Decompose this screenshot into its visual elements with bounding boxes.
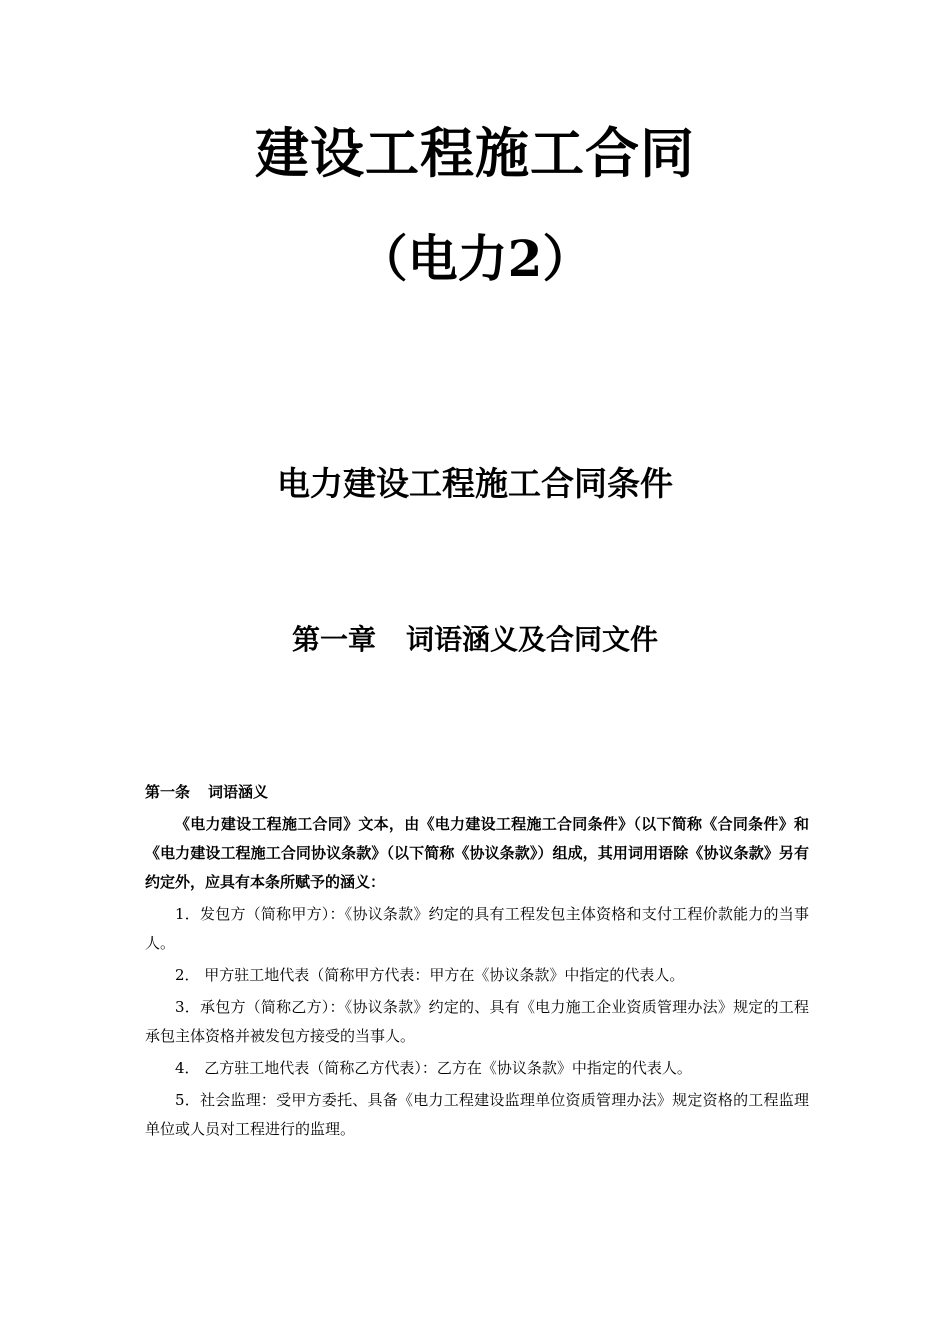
definition-item-1: 1．发包方（简称甲方）：《协议条款》约定的具有工程发包主体资格和支付工程价款能力的当事人。 (145, 905, 809, 952)
document-title: 建设工程施工合同 (255, 121, 695, 185)
conditions-title: 电力建设工程施工合同条件 (277, 464, 673, 503)
article-heading (145, 778, 809, 807)
definition-item-4: 4． 乙方驻工地代表（简称乙方代表）：乙方在《协议条款》中指定的代表人。 (175, 1059, 692, 1077)
definition-item-2: 2． 甲方驻工地代表（简称甲方代表：甲方在《协议条款》中指定的代表人。 (175, 966, 685, 984)
chapter-name: 词语涵义及合同文件 (406, 623, 659, 656)
definition-item-5: 5．社会监理：受甲方委托、具备《电力工程建设监理单位资质管理办法》规定资格的工程监理单位或人员对工程进行的监理。 (145, 1091, 809, 1138)
definition-item-3: 3．承包方（简称乙方）：《协议条款》约定的、具有《电力施工企业资质管理办法》规定的工程承包主体资格并被发包方接受的当事人。 (145, 998, 809, 1045)
article-number: 第一条 (145, 783, 191, 801)
chapter-heading (0, 620, 950, 660)
intro-paragraph: 《电力建设工程施工合同》文本，由《电力建设工程施工合同条件》（以下简称《合同条件》和《电力建设工程施工合同协议条款》（以下简称《协议条款》）组成，其用词用语除《协议条款》另有约定外，应具有本条所赋予的涵义： (145, 815, 809, 891)
document-subtitle: （电力2） (357, 229, 593, 288)
article-name: 词语涵义 (208, 783, 269, 801)
body-text (145, 778, 809, 1147)
chapter-number: 第一章 (291, 623, 376, 656)
